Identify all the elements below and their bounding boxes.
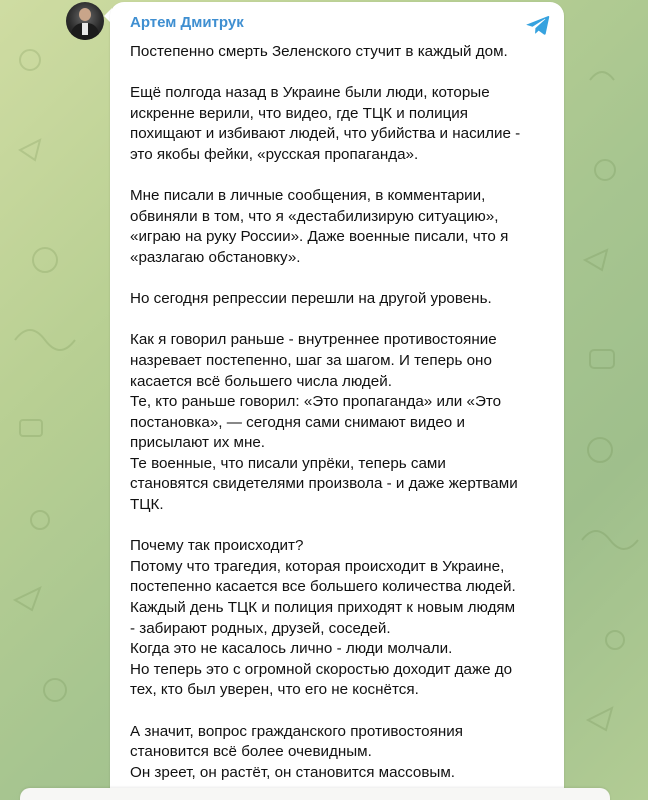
message-text <box>130 42 550 800</box>
author-name[interactable]: Артем Дмитрук <box>130 14 244 31</box>
avatar-head-shape <box>79 8 91 21</box>
message-paragraph: Но сегодня репрессии перешли на другой уровень. <box>130 290 492 308</box>
channel-avatar[interactable] <box>66 2 104 40</box>
message-paragraph: А значит, вопрос гражданского противостояния становится всё более очевидным. Он зреет, он растёт, он становится массовым. <box>130 722 463 781</box>
message-paragraph: Мне писали в личные сообщения, в комментарии, обвиняли в том, что я «дестабилизирую ситуацию», «играю на руку России». Даже военные писали, что я «разлагаю обстановку». <box>130 187 509 266</box>
message-paragraph: Как я говорил раньше - внутреннее противостояние назревает постепенно, шаг за шагом. И теперь оно касается всё большего числа людей. Те, кто раньше говорил: «Это пропаганда» или «Это постановка», — сегодня сами снимают видео и присылают их мне. Те военные, что писали упрёки, теперь сами становятся свидетелями произвола - и даже жертвами ТЦК. <box>130 331 518 514</box>
message-paragraph: Постепенно смерть Зеленского стучит в каждый дом. <box>130 43 508 60</box>
message-bubble <box>110 2 564 800</box>
avatar-shirt-shape <box>82 23 88 35</box>
telegram-plane-icon[interactable] <box>525 12 551 38</box>
message-paragraph: Ещё полгода назад в Украине были люди, которые искренне верили, что видео, где ТЦК и полиция похищают и избивают людей, что убийства и насилие - это якобы фейки, «русская пропаганда». <box>130 84 521 163</box>
next-message-edge <box>20 788 610 800</box>
message-paragraph: Почему так происходит? Потому что трагедия, которая происходит в Украине, постепенно касается все большего количества людей. Каждый день ТЦК и полиция приходят к новым людям - забирают родных, друзей, соседей. Когда это не касалось лично - люди молчали. Но теперь это с огромной скоростью доходит даже до тех, кто был уверен, что его не коснётся. <box>130 537 516 699</box>
